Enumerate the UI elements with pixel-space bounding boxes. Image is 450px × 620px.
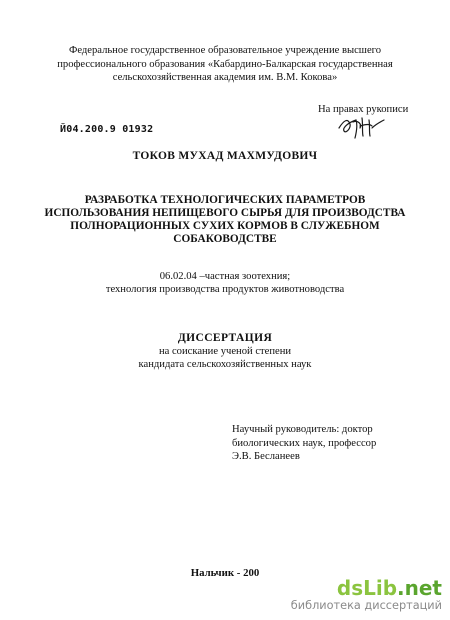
place-year: Нальчик - 200 — [190, 567, 260, 579]
dissertation-title — [0, 194, 450, 246]
watermark-subtitle: библиотека диссертаций — [290, 599, 442, 612]
advisor-line: биологических наук, профессор — [232, 437, 377, 449]
title-line: СОБАКОВОДСТВЕ — [173, 233, 277, 245]
specialty-block — [0, 270, 450, 296]
signature-icon — [336, 114, 386, 140]
title-line: ИСПОЛЬЗОВАНИЯ НЕПИЩЕВОГО СЫРЬЯ ДЛЯ ПРОИЗВОДСТВА — [44, 207, 406, 219]
document-type: ДИССЕРТАЦИЯ — [177, 332, 273, 344]
title-line: РАЗРАБОТКА ТЕХНОЛОГИЧЕСКИХ ПАРАМЕТРОВ — [84, 194, 366, 206]
watermark-logo-main: dsLib — [336, 576, 398, 600]
degree-line: кандидата сельскохозяйственных наук — [138, 359, 312, 370]
registration-code: Й04.200.9 01932 — [60, 124, 154, 135]
institution-line: сельскохозяйственная академия им. В.М. Кокова» — [112, 72, 338, 83]
degree-line: на соискание ученой степени — [158, 346, 292, 357]
rights-notice: На правах рукописи — [318, 104, 409, 115]
institution-line: профессионального образования «Кабардино-Балкарская государственная — [57, 58, 393, 70]
author-name: ТОКОВ МУХАД МАХМУДОВИЧ — [132, 150, 318, 162]
watermark[interactable] — [291, 577, 442, 613]
specialty-line: 06.02.04 –частная зоотехния; — [159, 271, 291, 282]
watermark-logo-domain: .net — [397, 576, 442, 600]
degree-block — [0, 345, 450, 371]
advisor-block — [232, 423, 376, 464]
watermark-logo[interactable] — [291, 577, 442, 599]
advisor-line: Э.В. Бесланеев — [232, 451, 300, 462]
institution-line: Федеральное государственное образовательное учреждение высшего — [68, 45, 382, 56]
specialty-line: технология производства продуктов животноводства — [105, 284, 345, 295]
title-line: ПОЛНОРАЦИОННЫХ СУХИХ КОРМОВ В СЛУЖЕБНОМ — [70, 220, 380, 232]
advisor-line: Научный руководитель: доктор — [232, 424, 373, 435]
institution-block — [0, 44, 450, 85]
